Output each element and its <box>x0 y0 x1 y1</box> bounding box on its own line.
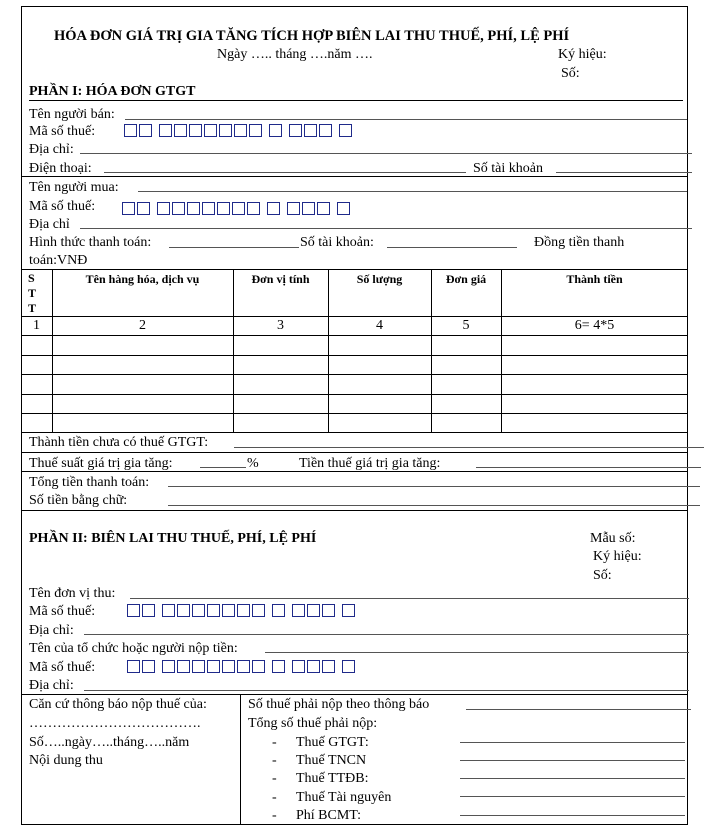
table-row-line <box>21 355 688 356</box>
tax-item-sct: Thuế TTĐB: <box>296 771 369 786</box>
number-label: Số: <box>561 66 580 81</box>
table-col-line <box>501 269 502 432</box>
tax-item-dash: - <box>272 735 277 750</box>
table-col-line <box>328 269 329 432</box>
tax-item-resource: Thuế Tài nguyên <box>296 790 392 805</box>
payer-address-line[interactable] <box>84 690 689 691</box>
bottom-section-divider <box>21 694 688 695</box>
table-header-amount: Thành tiền <box>566 272 623 286</box>
payer-tax-label: Mã số thuế: <box>29 660 96 675</box>
vat-rate-line[interactable] <box>200 467 246 468</box>
buyer-address-line[interactable] <box>80 228 692 229</box>
notice-basis-label: Căn cứ thông báo nộp thuế của: <box>29 697 207 712</box>
seller-phone-label: Điện thoại: <box>29 161 92 176</box>
seller-tax-label: Mã số thuế: <box>29 124 96 139</box>
table-col-line <box>52 269 53 432</box>
notice-number-date: Số…..ngày…..tháng…..năm <box>29 735 190 750</box>
buyer-address-label: Địa chỉ <box>29 217 70 232</box>
payer-tax-boxes[interactable] <box>127 660 362 673</box>
tax-per-notice-label: Số thuế phải nộp theo thông báo <box>248 697 430 712</box>
buyer-tax-label: Mã số thuế: <box>29 199 96 214</box>
seller-phone-line[interactable] <box>104 172 466 173</box>
currency-label-1: Đồng tiền thanh <box>534 235 625 250</box>
seller-name-label: Tên người bán: <box>29 107 115 122</box>
tax-item-dash: - <box>272 808 277 823</box>
part1-heading: PHẦN I: HÓA ĐƠN GTGT <box>29 84 196 99</box>
tax-item-vat: Thuế GTGT: <box>296 735 369 750</box>
table-header-goods: Tên hàng hóa, dịch vụ <box>85 272 200 286</box>
payer-address-label: Địa chỉ: <box>29 678 74 693</box>
vat-rate-label: Thuế suất giá trị gia tăng: <box>29 456 173 471</box>
table-index-cell: 6= 4*5 <box>574 318 615 333</box>
invoice-title: HÓA ĐƠN GIÁ TRỊ GIA TĂNG TÍCH HỢP BIÊN LAI THU THUẾ, PHÍ, LỆ PHÍ <box>54 28 570 44</box>
table-col-line <box>431 269 432 432</box>
pre-tax-line[interactable] <box>234 447 704 448</box>
seller-account-line[interactable] <box>556 172 692 173</box>
table-top-border <box>21 269 688 270</box>
part2-number-label: Số: <box>593 568 612 583</box>
table-row-line <box>21 394 688 395</box>
vat-amount-label: Tiền thuế giá trị gia tăng: <box>299 456 441 471</box>
tax-item-line[interactable] <box>460 815 685 816</box>
buyer-account-label: Số tài khoản: <box>300 235 374 250</box>
tax-item-dash: - <box>272 790 277 805</box>
totals-divider <box>21 452 688 453</box>
tax-item-line[interactable] <box>460 742 685 743</box>
form-number-label: Mẫu số: <box>590 531 636 546</box>
seller-account-label: Số tài khoản <box>473 161 543 176</box>
unit-tax-label: Mã số thuế: <box>29 604 96 619</box>
part2-symbol-label: Ký hiệu: <box>593 549 642 564</box>
payer-name-line[interactable] <box>265 652 689 653</box>
part2-heading: PHẦN II: BIÊN LAI THU THUẾ, PHÍ, LỆ PHÍ <box>29 531 317 546</box>
payment-method-line[interactable] <box>169 247 299 248</box>
unit-address-label: Địa chỉ: <box>29 623 74 638</box>
buyer-account-line[interactable] <box>387 247 517 248</box>
seller-buyer-divider <box>21 176 688 177</box>
payer-name-label: Tên của tổ chức hoặc người nộp tiền: <box>29 641 238 656</box>
buyer-tax-boxes[interactable] <box>122 202 357 215</box>
seller-name-line[interactable] <box>125 119 687 120</box>
total-payment-label: Tổng tiền thanh toán: <box>29 475 150 490</box>
total-payment-line[interactable] <box>168 486 700 487</box>
part-divider <box>21 510 688 511</box>
table-header-bottom <box>21 316 688 317</box>
tax-item-line[interactable] <box>460 760 685 761</box>
table-bottom-border <box>21 432 688 433</box>
amount-in-words-line[interactable] <box>168 505 700 506</box>
tax-item-env-fee: Phí BCMT: <box>296 808 362 823</box>
table-header-quantity: Số lượng <box>356 272 403 286</box>
table-row-line <box>21 374 688 375</box>
pre-tax-label: Thành tiền chưa có thuế GTGT: <box>29 435 209 450</box>
tax-per-notice-line[interactable] <box>466 709 691 710</box>
table-index-cell: 2 <box>139 318 146 333</box>
table-index-cell: 4 <box>376 318 383 333</box>
seller-address-line[interactable] <box>80 153 692 154</box>
collecting-unit-label: Tên đơn vị thu: <box>29 586 116 601</box>
tax-item-dash: - <box>272 753 277 768</box>
collection-content-label: Nội dung thu <box>29 753 103 768</box>
table-header-unit: Đơn vị tính <box>251 272 310 286</box>
tax-item-dash: - <box>272 771 277 786</box>
table-row-line <box>21 335 688 336</box>
bottom-column-divider <box>240 694 241 825</box>
percent-sign: % <box>247 456 259 471</box>
buyer-name-label: Tên người mua: <box>29 180 119 195</box>
totals-divider <box>21 471 688 472</box>
date-line: Ngày ….. tháng ….năm …. <box>217 47 373 62</box>
tax-item-pit: Thuế TNCN <box>296 753 367 768</box>
symbol-label: Ký hiệu: <box>558 47 607 62</box>
unit-tax-boxes[interactable] <box>127 604 362 617</box>
buyer-name-line[interactable] <box>138 191 687 192</box>
total-tax-label: Tổng số thuế phải nộp: <box>248 716 378 731</box>
table-row-line <box>21 413 688 414</box>
seller-tax-boxes[interactable] <box>124 124 359 137</box>
part1-heading-rule <box>29 100 683 101</box>
notice-issuer-dots: ………………………………. <box>29 716 201 731</box>
seller-address-label: Địa chỉ: <box>29 142 74 157</box>
table-header-stt: S T T <box>28 271 37 315</box>
collecting-unit-line[interactable] <box>130 598 689 599</box>
tax-item-line[interactable] <box>460 796 685 797</box>
table-header-price: Đơn giá <box>445 272 487 286</box>
table-index-cell: 5 <box>462 318 470 333</box>
vat-amount-line[interactable] <box>476 467 701 468</box>
tax-item-line[interactable] <box>460 778 685 779</box>
currency-label-2: toán:VNĐ <box>29 253 88 268</box>
payment-method-label: Hình thức thanh toán: <box>29 235 152 250</box>
table-index-cell: 1 <box>33 318 40 333</box>
amount-in-words-label: Số tiền bằng chữ: <box>29 493 128 508</box>
table-index-cell: 3 <box>277 318 284 333</box>
unit-address-line[interactable] <box>84 634 689 635</box>
table-col-line <box>233 269 234 432</box>
